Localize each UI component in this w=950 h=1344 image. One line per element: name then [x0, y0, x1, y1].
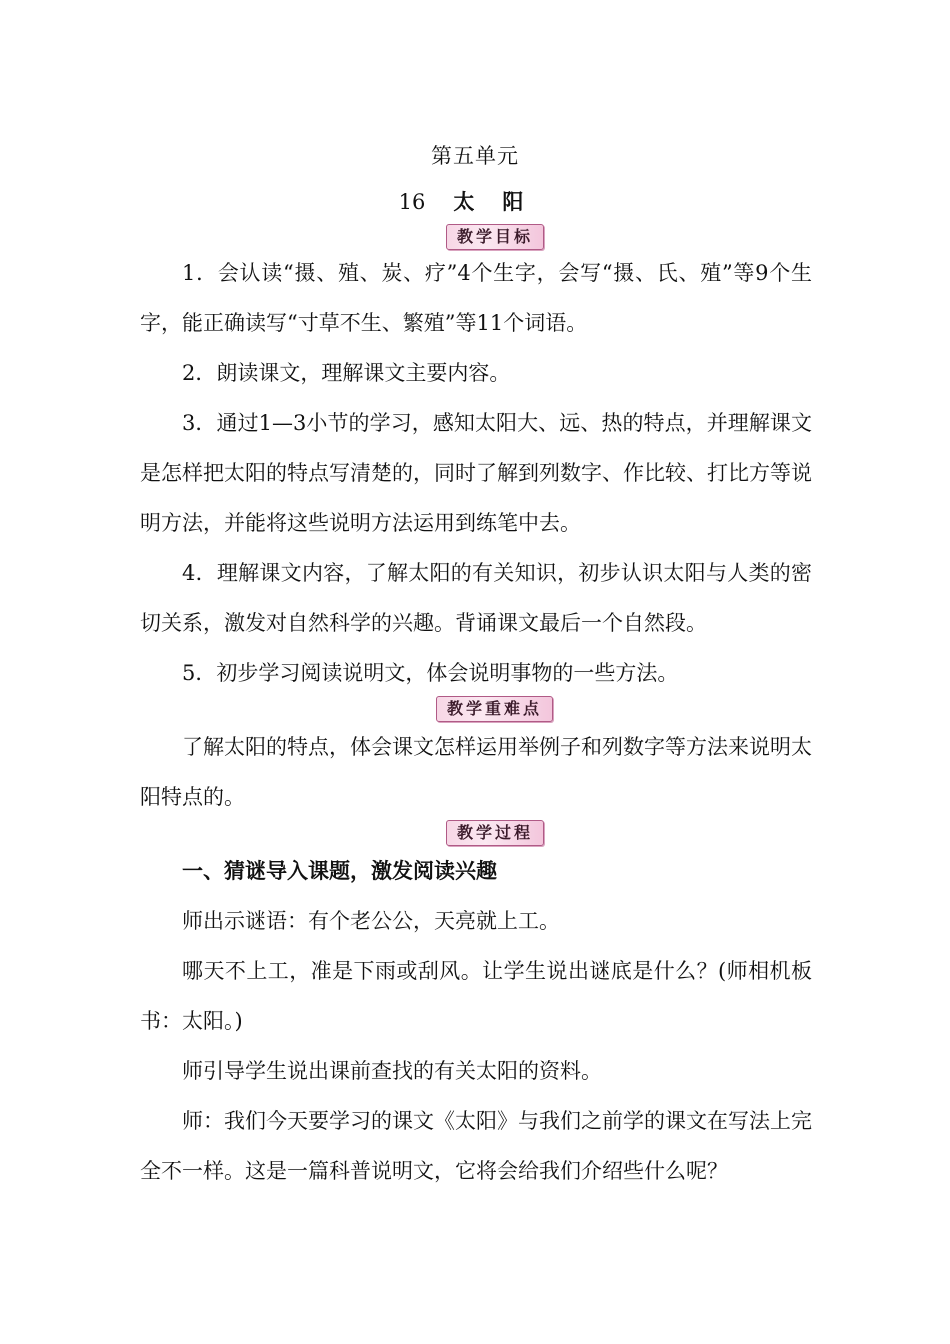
goal-item-5: 5．初步学习阅读说明文，体会说明事物的一些方法。 — [182, 661, 679, 685]
process-paragraph: 师引导学生说出课前查找的有关太阳的资料。 — [182, 1059, 602, 1083]
goal-item-3: 3．通过1—3小节的学习，感知太阳大、远、热的特点，并理解课文是怎样把太阳的特点写清楚的，同时了解到列数字、作比较、打比方等说明方法，并能将这些说明方法运用到练笔中去。 — [140, 411, 812, 535]
lesson-name: 太阳 — [453, 189, 552, 214]
lesson-title — [0, 186, 950, 216]
key-points-banner: 教学重难点 — [436, 696, 553, 722]
goal-item-2: 2．朗读课文，理解课文主要内容。 — [182, 361, 511, 385]
lesson-number: 16 — [398, 190, 426, 214]
process-paragraph: 哪天不上工，准是下雨或刮风。让学生说出谜底是什么？(师相机板书：太阳。) — [140, 959, 812, 1033]
teaching-goals-banner: 教学目标 — [446, 224, 544, 250]
process-paragraph: 师出示谜语：有个老公公，天亮就上工。 — [182, 909, 560, 933]
goal-item-4: 4．理解课文内容，了解太阳的有关知识，初步认识太阳与人类的密切关系，激发对自然科学的兴趣。背诵课文最后一个自然段。 — [140, 561, 812, 635]
unit-title: 第五单元 — [431, 144, 519, 168]
key-points-text: 了解太阳的特点，体会课文怎样运用举例子和列数字等方法来说明太阳特点的。 — [140, 735, 812, 809]
process-paragraph: 师：我们今天要学习的课文《太阳》与我们之前学的课文在写法上完全不一样。这是一篇科普说明文，它将会给我们介绍些什么呢？ — [140, 1109, 812, 1183]
teaching-process-banner: 教学过程 — [446, 820, 544, 846]
process-section-heading: 一、猜谜导入课题，激发阅读兴趣 — [182, 859, 497, 883]
goal-item-1: 1．会认读“摄、殖、炭、疗”4个生字，会写“摄、氏、殖”等9个生字，能正确读写“寸草不生、繁殖”等11个词语。 — [140, 261, 812, 335]
